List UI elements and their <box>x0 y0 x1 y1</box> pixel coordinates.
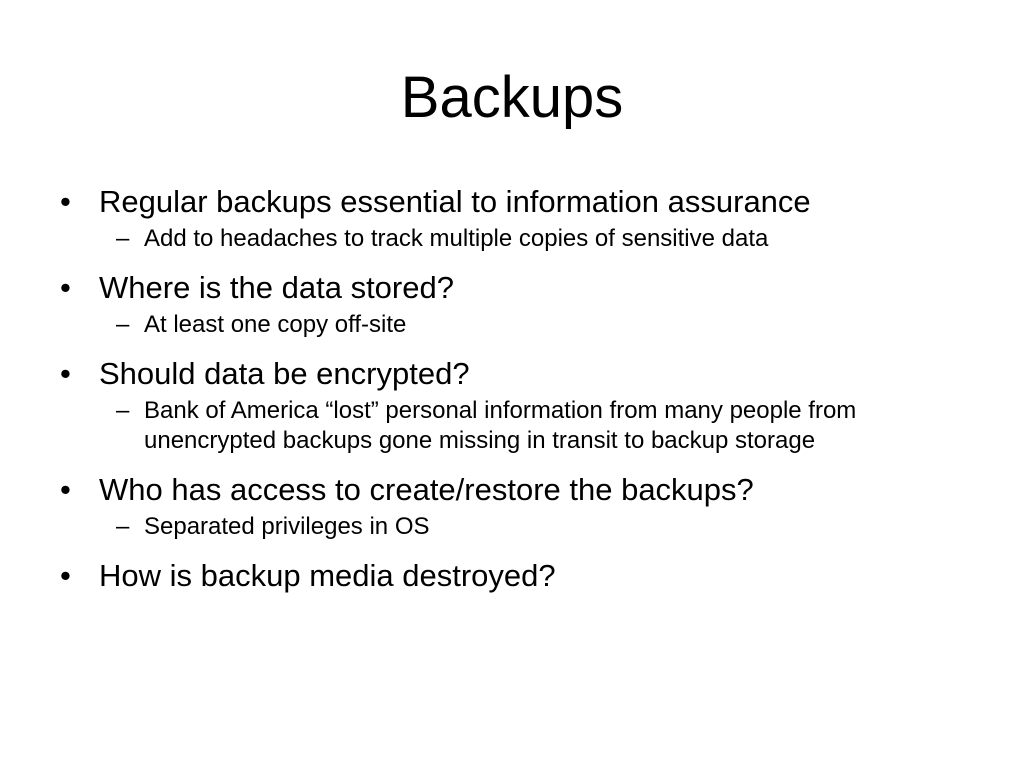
bullet-text: Regular backups essential to information assurance <box>99 184 811 219</box>
bullet-marker: • <box>60 356 71 391</box>
sub-bullet-list <box>99 224 960 254</box>
sub-bullet-item <box>99 310 960 340</box>
sub-bullet-marker: – <box>116 225 130 252</box>
bullet-item <box>60 352 960 456</box>
bullet-list <box>60 180 960 598</box>
bullet-text: Where is the data stored? <box>99 270 454 305</box>
bullet-item <box>60 468 960 542</box>
sub-bullet-list <box>99 310 960 340</box>
sub-bullet-text: Separated privileges in OS <box>144 513 430 540</box>
sub-bullet-list <box>99 396 960 456</box>
sub-bullet-marker: – <box>116 311 130 338</box>
bullet-item <box>60 180 960 254</box>
bullet-marker: • <box>60 472 71 507</box>
bullet-marker: • <box>60 184 71 219</box>
sub-bullet-marker: – <box>116 513 130 540</box>
bullet-text: Should data be encrypted? <box>99 356 470 391</box>
bullet-item <box>60 554 960 598</box>
bullet-marker: • <box>60 558 71 593</box>
sub-bullet-text: At least one copy off-site <box>144 311 407 338</box>
sub-bullet-item <box>99 224 960 254</box>
sub-bullet-item <box>99 396 960 456</box>
sub-bullet-text: Add to headaches to track multiple copies of sensitive data <box>144 225 769 252</box>
sub-bullet-marker: – <box>116 397 130 424</box>
bullet-marker: • <box>60 270 71 305</box>
sub-bullet-list <box>99 512 960 542</box>
slide-title: Backups <box>400 65 624 130</box>
sub-bullet-text: Bank of America “lost” personal information from many people from unencrypted backups gone missing in transit to backup storage <box>144 397 857 454</box>
bullet-item <box>60 266 960 340</box>
bullet-text: How is backup media destroyed? <box>99 558 556 593</box>
bullet-text: Who has access to create/restore the backups? <box>99 472 754 507</box>
sub-bullet-item <box>99 512 960 542</box>
